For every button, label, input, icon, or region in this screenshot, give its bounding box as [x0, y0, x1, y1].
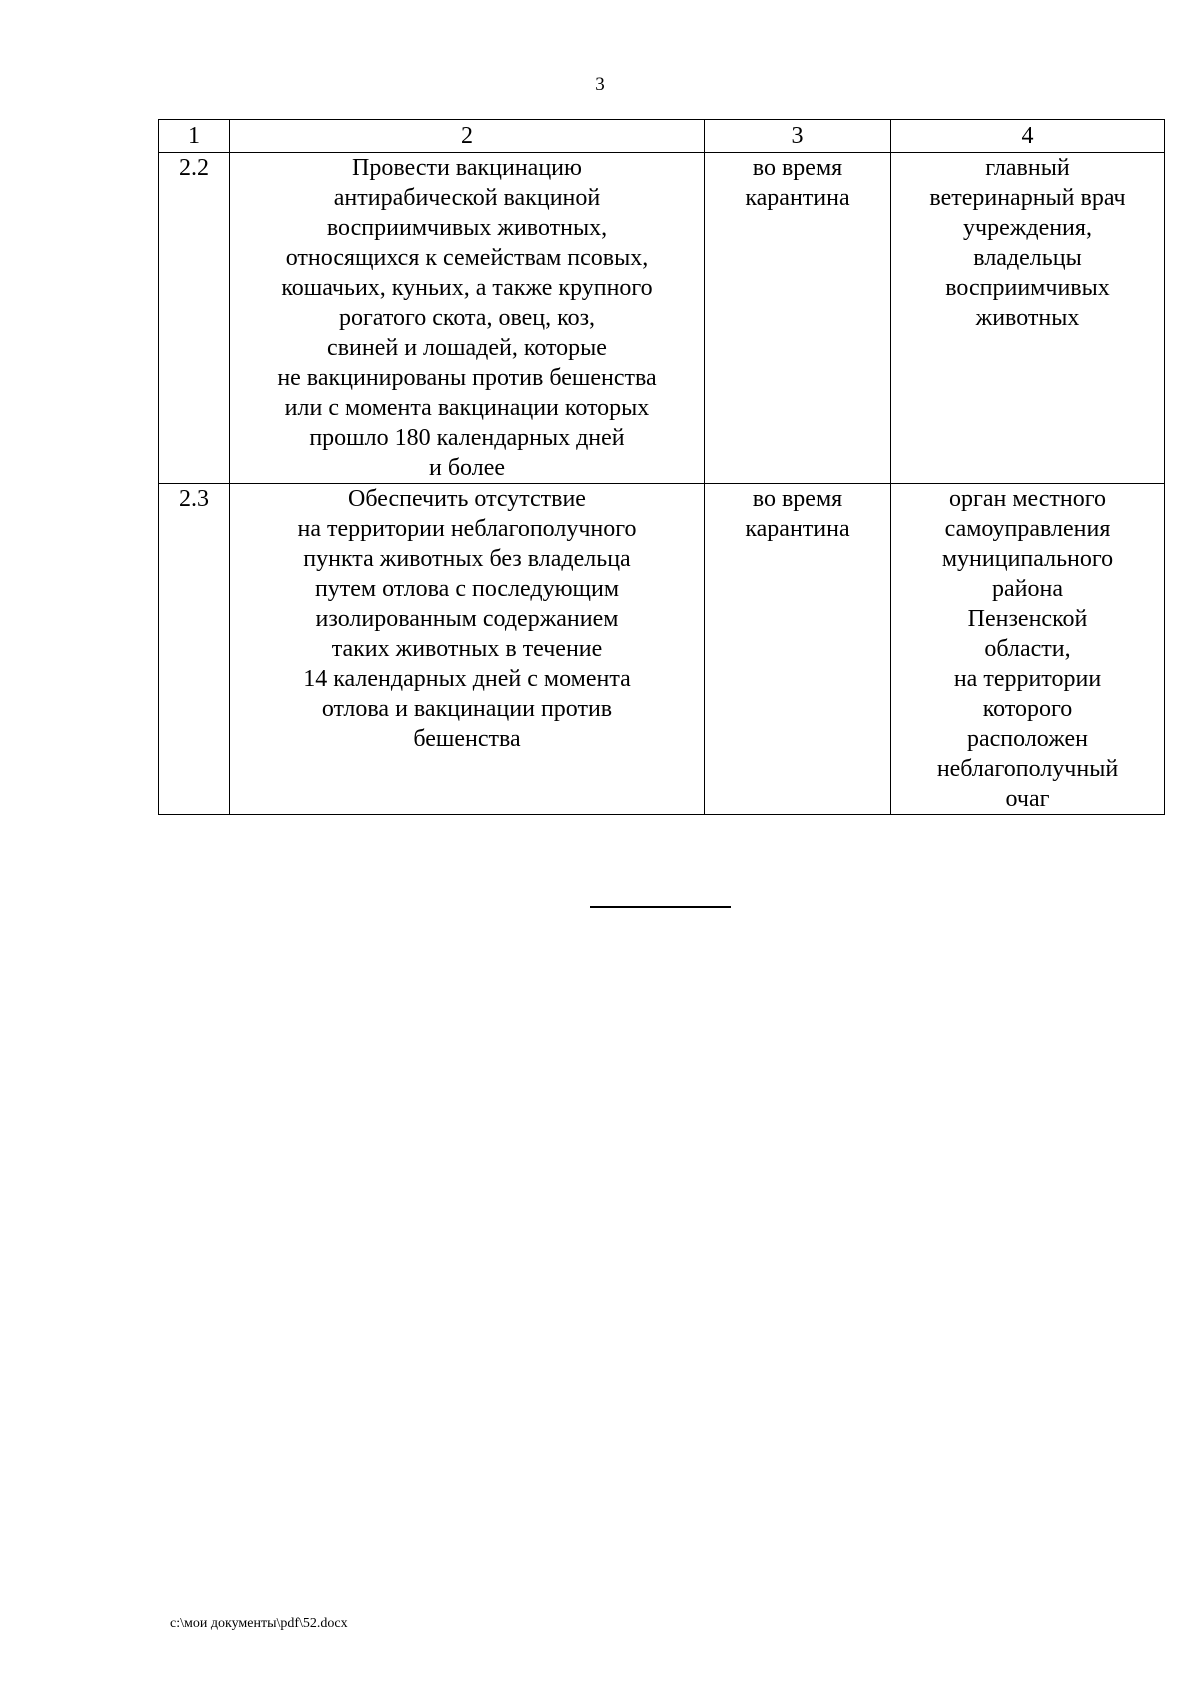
page-number: 3	[595, 74, 605, 95]
row-number: 2.3	[159, 484, 230, 815]
measure-cell: Обеспечить отсутствие на территории неблагополучного пункта животных без владельца путем отлова с последующим изолированным содержанием таких животных в течение 14 календарных дней с момента отлова и вакцинации против бешенства	[230, 484, 705, 815]
responsible-cell: главный ветеринарный врач учреждения, владельцы восприимчивых животных	[891, 153, 1165, 484]
column-header-1: 1	[159, 120, 230, 153]
column-header-3: 3	[705, 120, 891, 153]
term-cell: во время карантина	[705, 153, 891, 484]
measure-cell: Провести вакцинацию антирабической вакциной восприимчивых животных, относящихся к семействам псовых, кошачьих, куньих, а также крупного рогатого скота, овец, коз, свиней и лошадей, которые не вакцинированы против бешенства или с момента вакцинации которых прошло 180 календарных дней и более	[230, 153, 705, 484]
end-divider	[590, 906, 731, 908]
term-cell: во время карантина	[705, 484, 891, 815]
row-number: 2.2	[159, 153, 230, 484]
footer-file-path: c:\мои документы\pdf\52.docx	[170, 1616, 348, 1631]
table-header-row	[159, 120, 1165, 153]
column-header-2: 2	[230, 120, 705, 153]
measures-table	[158, 119, 1165, 815]
column-header-4: 4	[891, 120, 1165, 153]
table-row	[159, 153, 1165, 484]
table-row	[159, 484, 1165, 815]
responsible-cell: орган местного самоуправления муниципального района Пензенской области, на территории которого расположен неблагополучный очаг	[891, 484, 1165, 815]
